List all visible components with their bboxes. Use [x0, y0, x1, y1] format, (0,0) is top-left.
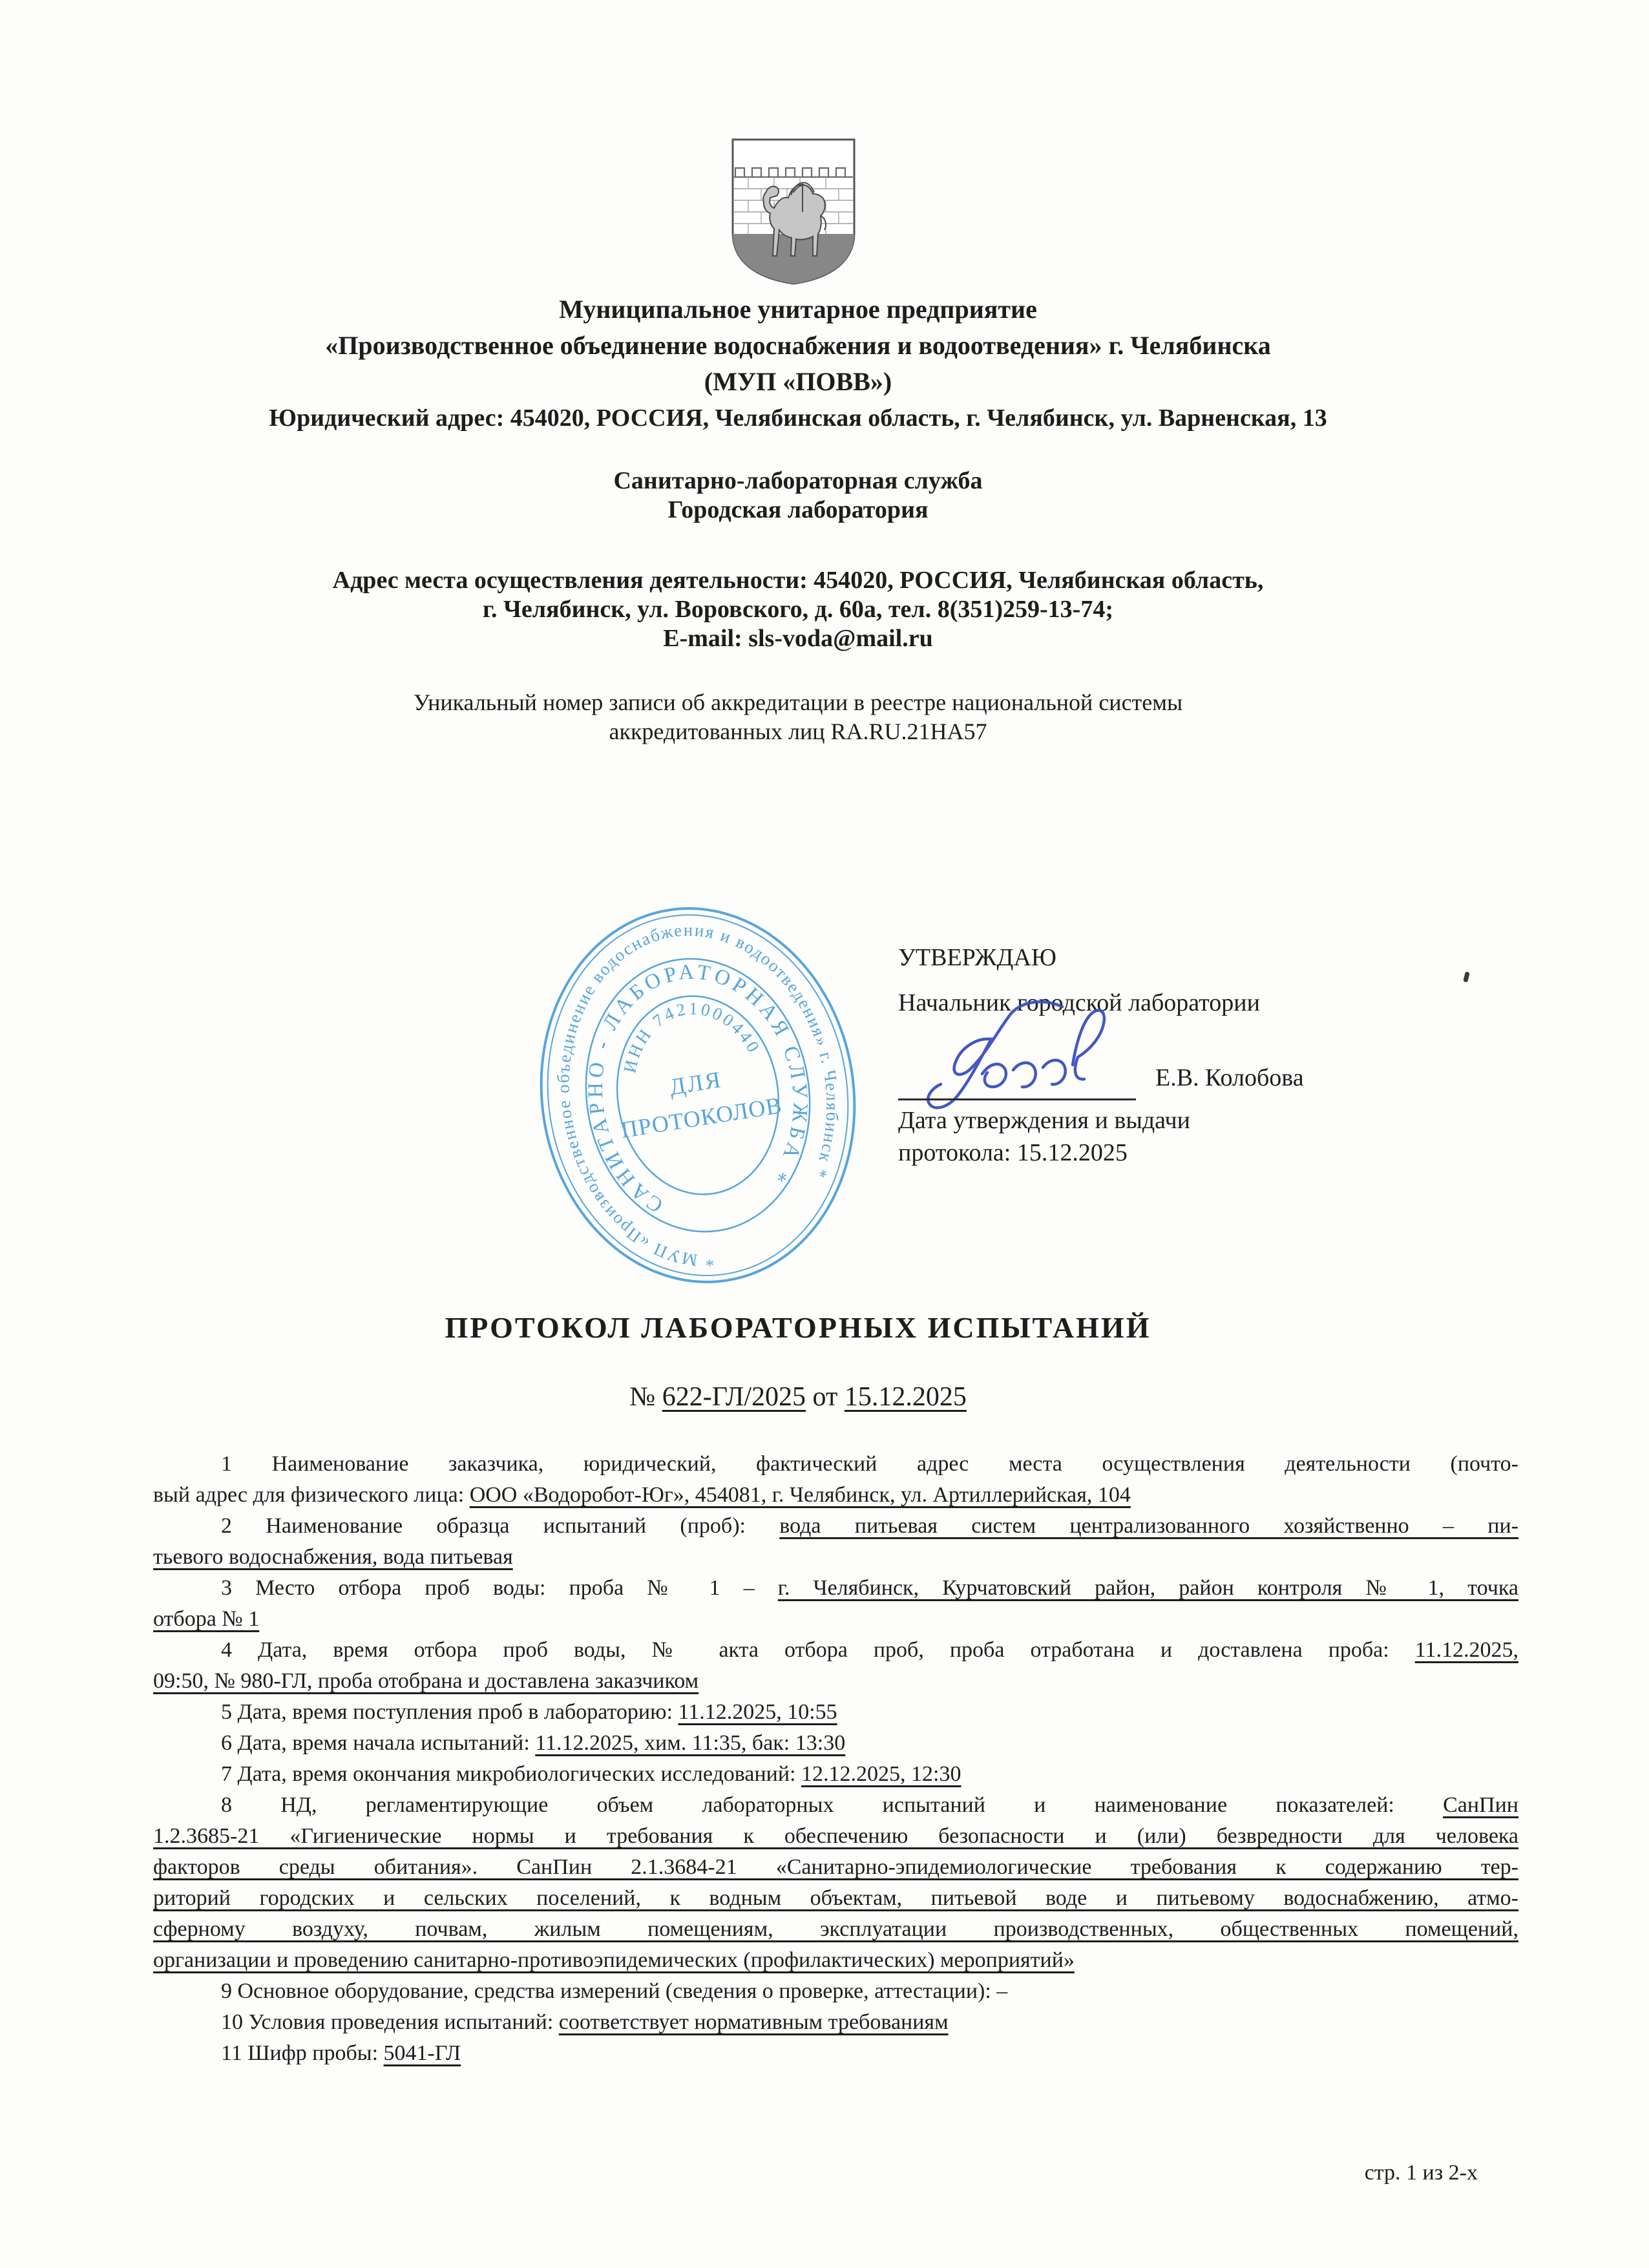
body-segment-underlined: 11.12.2025, 10:55: [678, 1700, 837, 1724]
body-line: [153, 1666, 1518, 1697]
body-line: [153, 1449, 1518, 1480]
page-number: стр. 1 из 2-х: [1364, 2161, 1478, 2185]
body-segment: 2 Наименование образца испытаний (проб):: [221, 1514, 780, 1538]
body-segment: 10 Условия проведения испытаний:: [221, 2010, 559, 2034]
body-segment-underlined: 09:50, № 980-ГЛ, проба отобрана и доставлена заказчиком: [153, 1669, 699, 1693]
body-segment-underlined: вода питьевая систем централизованного хозяйственно – пи-: [779, 1514, 1518, 1538]
body-line: [153, 1976, 1518, 2007]
signature-line: [898, 1098, 1136, 1100]
body-line: [153, 1914, 1518, 1945]
body-segment: 1 Наименование заказчика, юридический, фактический адрес места осуществления деятельности (почто-: [221, 1452, 1518, 1476]
body-line: [153, 1542, 1518, 1573]
body-line: [153, 2007, 1518, 2038]
chelyabinsk-coat-of-arms-icon: [729, 136, 858, 288]
body-segment-underlined: ООО «Водоробот-Юг», 454081, г. Челябинск, ул. Артиллерийская, 104: [469, 1483, 1131, 1507]
body-segment: 5 Дата, время поступления проб в лабораторию:: [221, 1700, 678, 1724]
protocol-number-prefix: №: [629, 1382, 662, 1412]
stamp-outer-text: * МУП «Производственное объединение водоснабжения и водоотведения» г. Челябинск *: [553, 920, 843, 1271]
body-line: [153, 1573, 1518, 1604]
body-line: [153, 1790, 1518, 1821]
approve-label: УТВЕРЖДАЮ: [898, 944, 1056, 971]
body-segment: вый адрес для физического лица:: [153, 1483, 470, 1507]
body-line: [153, 1697, 1518, 1728]
accreditation-line1: Уникальный номер записи об аккредитации в реестре национальной системы: [413, 689, 1183, 715]
body-line: [153, 1883, 1518, 1914]
activity-address-line1: Адрес места осуществления деятельности: 454020, РОССИЯ, Челябинская область,: [332, 567, 1264, 594]
body-line: [153, 1759, 1518, 1790]
body-segment-underlined: 5041-ГЛ: [383, 2041, 461, 2065]
body-segment: 7 Дата, время окончания микробиологических исследований:: [221, 1762, 802, 1786]
body-line: [153, 1511, 1518, 1542]
org-service-name: Санитарно-лабораторная служба: [613, 467, 983, 494]
body-segment-underlined: организации и проведению санитарно-противоэпидемических (профилактических) мероприятий»: [153, 1948, 1075, 1972]
body-segment-underlined: факторов среды обитания». СанПин 2.1.3684-21 «Санитарно-эпидемиологические требования к содержанию тер-: [153, 1855, 1518, 1879]
body-line: [153, 1821, 1518, 1852]
org-name-line2: «Производственное объединение водоснабжения и водоотведения» г. Челябинска: [325, 331, 1271, 360]
body-segment-underlined: соответствует нормативным требованиям: [558, 2010, 949, 2034]
body-segment: 4 Дата, время отбора проб воды, № акта отбора проб, проба отработана и доставлена проба:: [221, 1638, 1415, 1662]
protocol-date: 15.12.2025: [844, 1382, 967, 1412]
protocol-of: от: [806, 1382, 845, 1412]
body-line: [153, 1480, 1518, 1511]
org-legal-address: Юридический адрес: 454020, РОССИЯ, Челябинская область, г. Челябинск, ул. Варненская, 13: [269, 404, 1327, 432]
protocol-title: ПРОТОКОЛ ЛАБОРАТОРНЫХ ИСПЫТАНИЙ: [445, 1311, 1151, 1344]
stamp-center-line2: ПРОТОКОЛОВ: [619, 1092, 784, 1144]
body-segment: 8 НД, регламентирующие объем лабораторных испытаний и наименование показателей:: [221, 1793, 1444, 1817]
protocol-number-line: [0, 1381, 1596, 1412]
stamp-center-line1: ДЛЯ: [667, 1066, 724, 1100]
body-segment: 9 Основное оборудование, средства измерений (сведения о проверке, аттестации): –: [221, 1979, 1008, 2003]
stamp-inn-text: ИНН 7421000440: [620, 998, 765, 1075]
protocol-body: [153, 1449, 1518, 2069]
body-segment-underlined: 1.2.3685-21 «Гигиенические нормы и требования к обеспечению безопасности и (или) безвредности для человека: [153, 1824, 1518, 1848]
body-line: [153, 1635, 1518, 1666]
approver-title: Начальник городской лаборатории: [898, 989, 1260, 1016]
org-name-line1: Муниципальное унитарное предприятие: [559, 295, 1037, 324]
handwritten-signature: [899, 996, 1158, 1119]
approval-date-label: Дата утверждения и выдачи: [898, 1107, 1190, 1134]
org-email: E-mail: sls-voda@mail.ru: [663, 625, 933, 652]
body-line: [153, 1604, 1518, 1635]
body-line: [153, 1852, 1518, 1883]
org-lab-name: Городская лаборатория: [667, 496, 929, 523]
body-segment-underlined: 11.12.2025,: [1414, 1638, 1518, 1662]
body-segment: 11 Шифр пробы:: [221, 2041, 384, 2065]
body-line: [153, 1945, 1518, 1976]
approval-date-value: протокола: 15.12.2025: [898, 1139, 1128, 1166]
protocol-number: 622-ГЛ/2025: [662, 1382, 806, 1412]
org-name-short: (МУП «ПОВВ»): [704, 367, 892, 396]
body-segment: 6 Дата, время начала испытаний:: [221, 1731, 536, 1755]
body-segment-underlined: СанПин: [1443, 1793, 1518, 1817]
stamp-middle-text: САНИТАРНО - ЛАБОРАТОРНАЯ СЛУЖБА *: [584, 960, 812, 1217]
body-segment-underlined: риторий городских и сельских поселений, к водным объектам, питьевой воде и питьевому водоснабжению, атмо-: [153, 1886, 1518, 1910]
scan-speck: [1463, 971, 1470, 982]
body-segment-underlined: отбора № 1: [153, 1607, 260, 1631]
body-segment-underlined: 11.12.2025, хим. 11:35, бак: 13:30: [535, 1731, 846, 1755]
approver-name: Е.В. Колобова: [1155, 1064, 1304, 1091]
accreditation-line2: аккредитованных лиц RA.RU.21НА57: [609, 719, 987, 744]
lab-round-stamp: [536, 903, 872, 1291]
body-segment-underlined: тьевого водоснабжения, вода питьевая: [153, 1545, 513, 1569]
body-line: [153, 1728, 1518, 1759]
body-line: [153, 2038, 1518, 2069]
body-segment-underlined: 12.12.2025, 12:30: [801, 1762, 961, 1786]
body-segment: 3 Место отбора проб воды: проба № 1 –: [221, 1576, 778, 1600]
activity-address-line2: г. Челябинск, ул. Воровского, д. 60а, тел. 8(351)259-13-74;: [483, 596, 1113, 623]
body-segment-underlined: г. Челябинск, Курчатовский район, район контроля № 1, точка: [777, 1576, 1518, 1600]
body-segment-underlined: сферному воздуху, почвам, жилым помещениям, эксплуатации производственных, общественных помещений,: [153, 1917, 1518, 1941]
